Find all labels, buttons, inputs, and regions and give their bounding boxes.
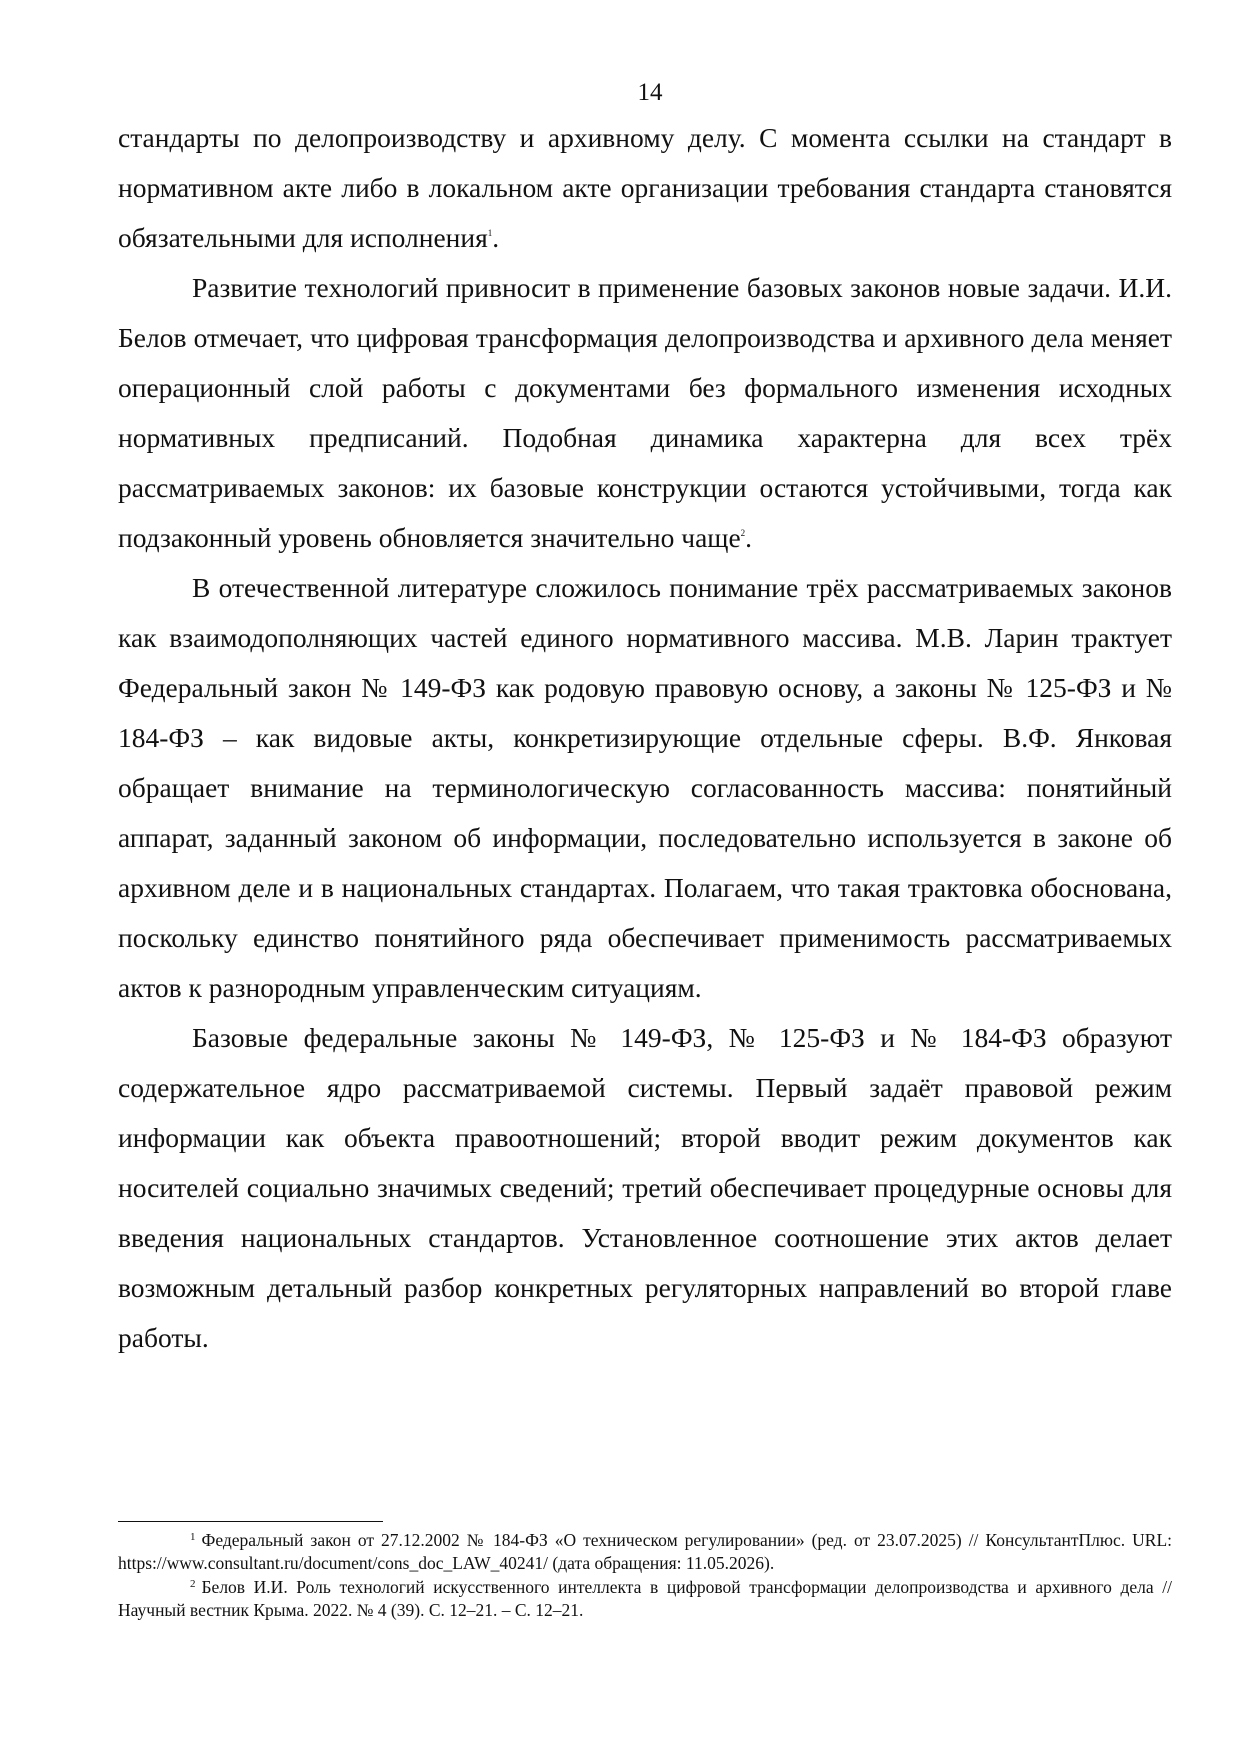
footnotes bbox=[118, 1529, 1172, 1623]
paragraph-1-text: стандарты по делопроизводству и архивному делу. С момента ссылки на стандарт в нормативном акте либо в локальном акте организации требования стандарта становятся обязательными для исполнения bbox=[118, 122, 1172, 253]
paragraph-2-text: Развитие технологий привносит в применение базовых законов новые задачи. И.И. Белов отмечает, что цифровая трансформация делопроизводства и архивного дела меняет операционный слой работы с документами без формального изменения исходных нормативных предписаний. Подобная динамика характерна для всех трёх рассматриваемых законов: их базовые конструкции остаются устойчивыми, тогда как подзаконный уровень обновляется значительно чаще bbox=[118, 272, 1172, 553]
paragraph-3: В отечественной литературе сложилось понимание трёх рассматриваемых законов как взаимодополняющих частей единого нормативного массива. М.В. Ларин трактует Федеральный закон № 149-ФЗ как родовую правовую основу, а законы № 125-ФЗ и № 184-ФЗ – как видовые акты, конкретизирующие отдельные сферы. В.Ф. Янковая обращает внимание на терминологическую согласованность массива: понятийный аппарат, заданный законом об информации, последовательно используется в законе об архивном деле и в национальных стандартах. Полагаем, что такая трактовка обоснована, поскольку единство понятийного ряда обеспечивает применимость рассматриваемых актов к разнородным управленческим ситуациям. bbox=[118, 572, 1172, 1003]
body-text bbox=[118, 113, 1172, 1363]
footnote-number-2: 2 bbox=[190, 1578, 196, 1590]
footnote-ref-1[interactable]: 1 bbox=[487, 228, 493, 238]
paragraph-1-tail: . bbox=[492, 222, 500, 253]
footnote-2 bbox=[118, 1576, 1172, 1622]
paragraph-4: Базовые федеральные законы № 149-ФЗ, № 125-ФЗ и № 184-ФЗ образуют содержательное ядро рассматриваемой системы. Первый задаёт правовой режим информации как объекта правоотношений; второй вводит режим документов как носителей социально значимых сведений; третий обеспечивает процедурные основы для введения национальных стандартов. Установленное соотношение этих актов делает возможным детальный разбор конкретных регуляторных направлений во второй главе работы. bbox=[118, 1022, 1172, 1353]
paragraph-2 bbox=[118, 263, 1172, 563]
footnote-separator bbox=[118, 1521, 383, 1522]
page-number: 14 bbox=[637, 79, 663, 106]
paragraph-1 bbox=[118, 113, 1172, 263]
footnote-ref-2[interactable]: 2 bbox=[740, 528, 746, 538]
paragraph-2-tail: . bbox=[745, 522, 753, 553]
footnote-1 bbox=[118, 1529, 1172, 1575]
footnote-1-text: Федеральный закон от 27.12.2002 № 184-ФЗ «О техническом регулировании» (ред. от 23.07.2025) // КонсультантПлюс. URL: https://www.consultant.ru/document/cons_doc_LAW_40241/ (дата обращения: 11.05.2026). bbox=[118, 1530, 1172, 1573]
footnote-number-1: 1 bbox=[190, 1531, 196, 1543]
footnote-2-text: Белов И.И. Роль технологий искусственного интеллекта в цифровой трансформации делопроизводства и архивного дела // Научный вестник Крыма. 2022. № 4 (39). С. 12–21. – С. 12–21. bbox=[118, 1577, 1172, 1620]
